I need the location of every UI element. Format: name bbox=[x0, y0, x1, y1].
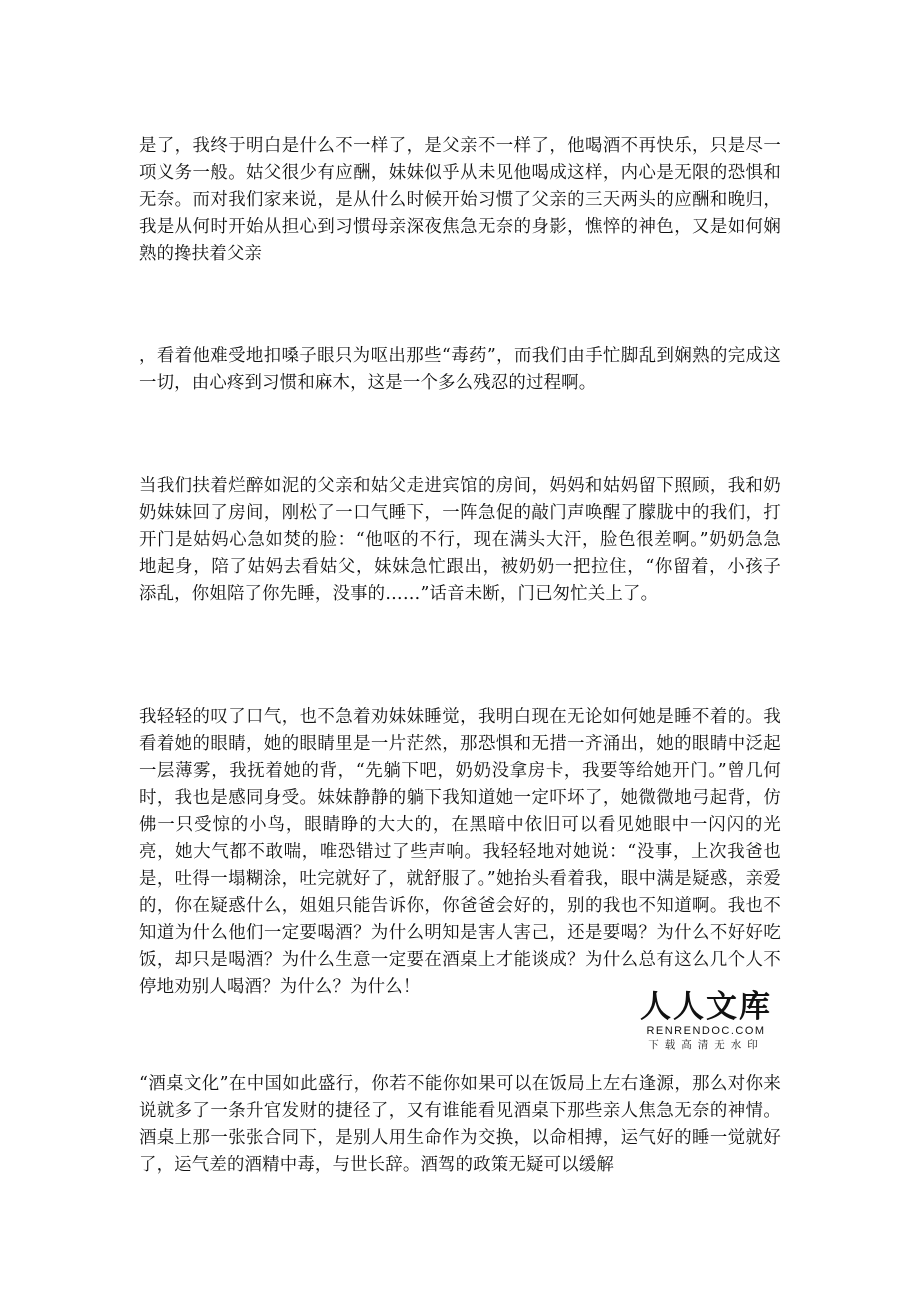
watermark-url: RENRENDOC.COM bbox=[646, 1025, 766, 1037]
body-paragraph-5: “酒桌文化”在中国如此盛行，你若不能你如果可以在饭局上左右逢源，那么对你来说就多了一条升官发财的捷径了，又有谁能看见酒桌下那些亲人焦急无奈的神情。酒桌上那一张张合同下，是别人用生命作为交换，以命相搏，运气好的睡一觉就好了，运气差的酒精中毒，与世长辞。酒驾的政策无疑可以缓解 bbox=[139, 1074, 781, 1175]
body-paragraph-4: 我轻轻的叹了口气，也不急着劝妹妹睡觉，我明白现在无论如何她是睡不着的。我看着她的眼睛，她的眼睛里是一片茫然，那恐惧和无措一齐涌出，她的眼睛中泛起一层薄雾，我抚着她的背，“先躺下吧，奶奶没拿房卡，我要等给她开门。”曾几何时，我也是感同身受。妹妹静静的躺下我知道她一定吓坏了，她微微地弓起背，仿佛一只受惊的小鸟，眼睛睁的大大的，在黑暗中依旧可以看见她眼中一闪闪的光亮，她大气都不敢喘，唯恐错过了些声响。我轻轻地对她说：“没事，上次我爸也是，吐得一塌糊涂，吐完就好了，就舒服了。”她抬头看着我，眼中满是疑惑，亲爱的，你在疑惑什么，姐姐只能告诉你，你爸爸会好的，别的我也不知道啊。我也不知道为什么他们一定要喝酒？为什么明知是害人害己，还是要喝？为什么不好好吃饭，却只是喝酒？为什么生意一定要在酒桌上才能谈成？为什么总有这么几个人不停地劝别人喝酒？为什么？为什么！ bbox=[139, 707, 781, 997]
body-paragraph-2: ，看着他难受地扣嗓子眼只为呕出那些“毒药”，而我们由手忙脚乱到娴熟的完成这一切，由心疼到习惯和麻木，这是一个多么残忍的过程啊。 bbox=[139, 346, 781, 393]
watermark-subtitle: 下载高清无水印 bbox=[648, 1039, 764, 1051]
watermark-logo bbox=[640, 990, 772, 1052]
body-paragraph-3: 当我们扶着烂醉如泥的父亲和姑父走进宾馆的房间，妈妈和姑妈留下照顾，我和奶奶妹妹回了房间，刚松了一口气睡下，一阵急促的敲门声唤醒了朦胧中的我们，打开门是姑妈心急如焚的脸：“他呕的不行，现在满头大汗，脸色很差啊。”奶奶急急地起身，陪了姑妈去看姑父，妹妹急忙跟出，被奶奶一把拉住，“你留着，小孩子添乱，你姐陪了你先睡，没事的……”话音未断，门已匆忙关上了。 bbox=[139, 476, 781, 604]
body-paragraph-1: 是了，我终于明白是什么不一样了，是父亲不一样了，他喝酒不再快乐，只是尽一项义务一般。姑父很少有应酬，妹妹似乎从未见他喝成这样，内心是无限的恐惧和无奈。而对我们家来说，是从什么时候开始习惯了父亲的三天两头的应酬和晚归，我是从何时开始从担心到习惯母亲深夜焦急无奈的身影，憔悴的神色，又是如何娴熟的搀扶着父亲 bbox=[139, 136, 781, 264]
watermark-title: 人人文库 bbox=[640, 989, 772, 1025]
